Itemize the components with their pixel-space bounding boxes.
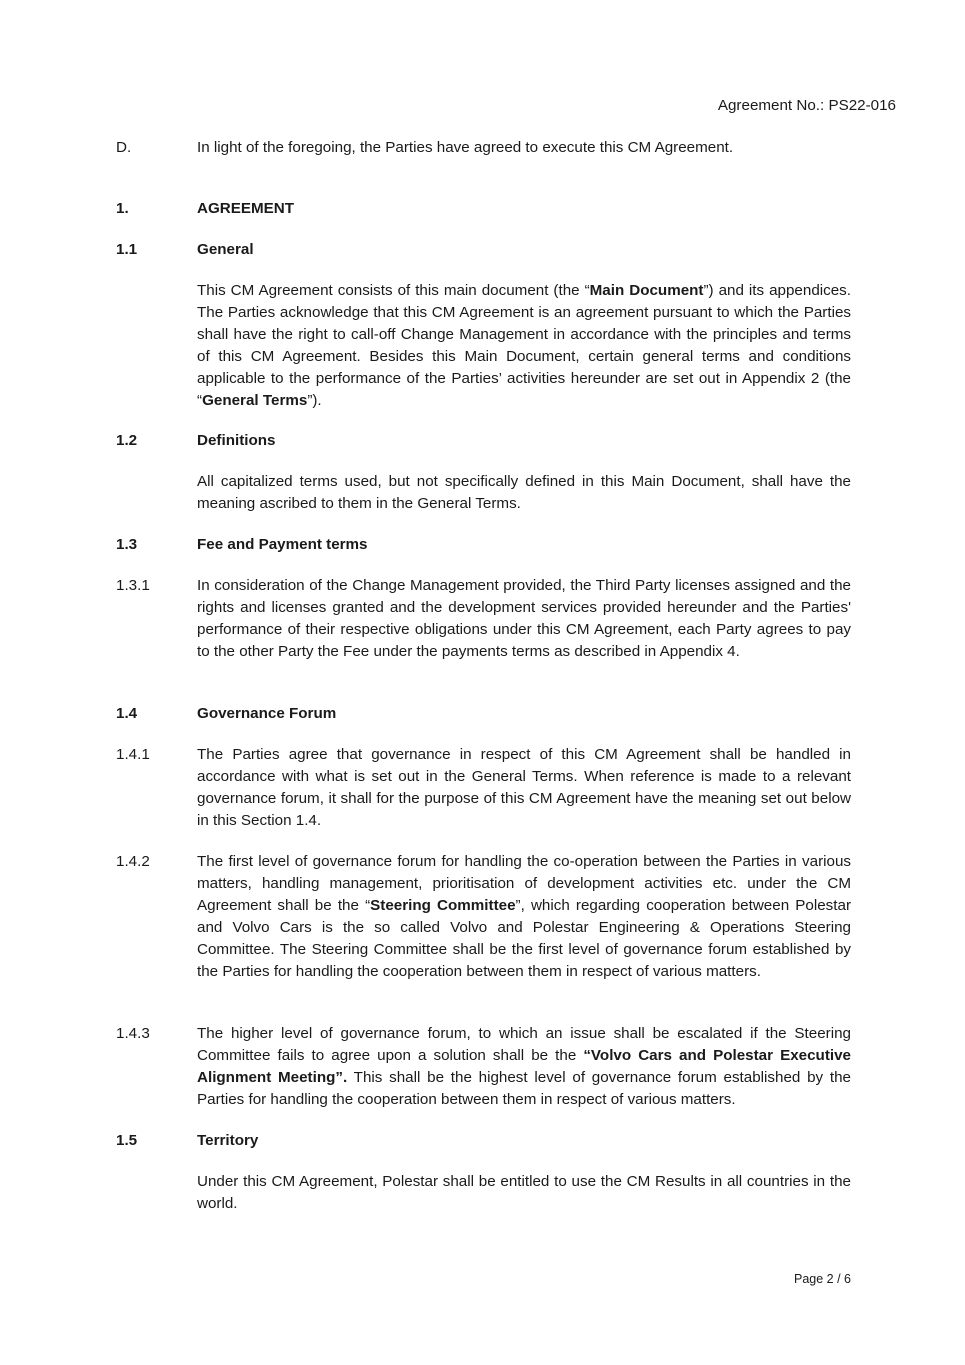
section-title: General <box>197 241 254 258</box>
section-number: 1.2 <box>116 432 138 449</box>
recital-label: D. <box>116 139 132 156</box>
text-run: ”). <box>307 392 322 409</box>
section-number: 1.1 <box>116 241 138 258</box>
clause-number: 1.4.3 <box>116 1025 150 1042</box>
paragraph <box>197 280 851 412</box>
defined-term-general-terms: General Terms <box>202 392 308 409</box>
section-title: Governance Forum <box>197 705 337 722</box>
recital-text: In light of the foregoing, the Parties have agreed to execute this CM Agreement. <box>197 139 734 156</box>
section-title: AGREEMENT <box>197 200 295 217</box>
section-number: 1.5 <box>116 1132 138 1149</box>
text-run: ”, which regarding cooperation between Polestar and Volvo Cars is the so called Volvo and Polestar Engineering & Operations Steering Committee. The Steering Committee shall be the first level of governance forum established by the Parties for handling the cooperation between them in respect of various matters. <box>197 897 851 980</box>
clause-number: 1.4.1 <box>116 746 150 763</box>
paragraph: Under this CM Agreement, Polestar shall be entitled to use the CM Results in all countries in the world. <box>197 1173 851 1212</box>
agreement-number: Agreement No.: PS22-016 <box>717 97 896 114</box>
section-number: 1.3 <box>116 536 138 553</box>
text-run: The first level of governance forum for handling the co-operation between the Parties in various matters, handling management, prioritisation of development activities etc. under the CM Agreement shall be the “ <box>197 853 851 914</box>
page-number: Page 2 / 6 <box>794 1272 851 1286</box>
section-title: Territory <box>197 1132 259 1149</box>
clause-text: In consideration of the Change Management provided, the Third Party licenses assigned and the rights and licenses granted and the development services provided hereunder and the Parties' performance of their respective obligations under this CM Agreement, each Party agrees to pay to the other Party the Fee under the payments terms as described in Appendix 4. <box>197 577 851 660</box>
paragraph: All capitalized terms used, but not specifically defined in this Main Document, shall have the meaning ascribed to them in the General Terms. <box>197 473 851 512</box>
defined-term-main-document: Main Document <box>589 282 704 299</box>
defined-term-steering-committee: Steering Committee <box>370 897 516 914</box>
text-run: The higher level of governance forum, to which an issue shall be escalated if the Steering Committee fails to agree upon a solution shall be the <box>197 1025 851 1064</box>
clause-number: 1.3.1 <box>116 577 150 594</box>
section-title: Fee and Payment terms <box>197 536 368 553</box>
clause-text <box>197 851 851 983</box>
clause-number: 1.4.2 <box>116 853 150 870</box>
defined-term-executive-alignment-meeting: “Volvo Cars and Polestar Executive Alignment Meeting”. <box>197 1047 851 1086</box>
text-run: This CM Agreement consists of this main document (the “ <box>197 282 590 299</box>
section-number: 1.4 <box>116 705 138 722</box>
section-number: 1. <box>116 200 129 217</box>
clause-text: The Parties agree that governance in respect of this CM Agreement shall be handled in accordance with what is set out in the General Terms. When reference is made to a relevant governance forum, it shall for the purpose of this CM Agreement have the meaning set out below in this Section 1.4. <box>197 746 851 829</box>
text-run: ”) and its appendices. The Parties acknowledge that this CM Agreement is an agreement pursuant to which the Parties shall have the right to call-off Change Management in accordance with the principles and terms of this CM Agreement. Besides this Main Document, certain general terms and conditions applicable to the performance of the Parties’ activities hereunder are set out in Appendix 2 (the “ <box>197 282 851 409</box>
text-run: This shall be the highest level of governance forum established by the Parties for handling the cooperation between them in respect of various matters. <box>197 1069 851 1108</box>
clause-text <box>197 1023 851 1111</box>
section-title: Definitions <box>197 432 276 449</box>
